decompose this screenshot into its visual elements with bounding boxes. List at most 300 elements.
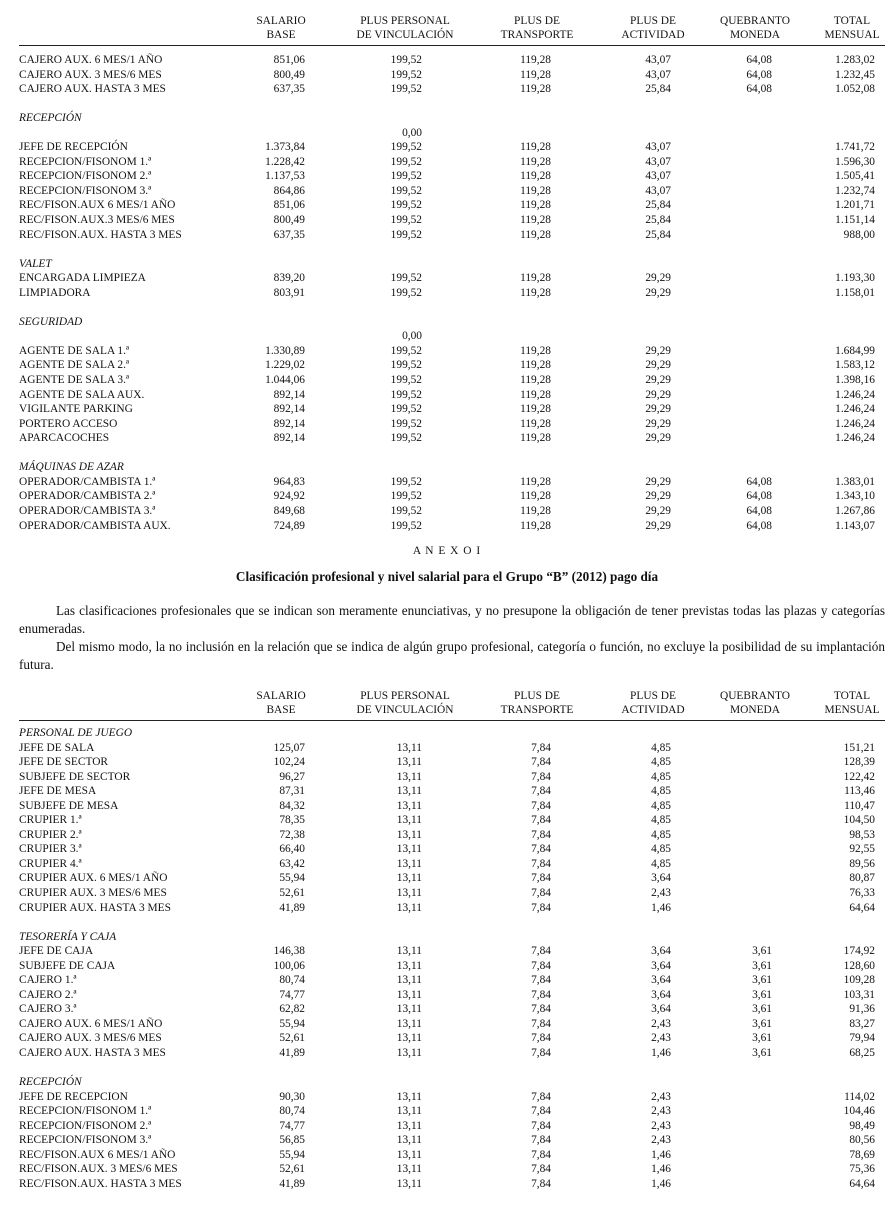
salario-base-cell: 637,35 bbox=[273, 228, 305, 241]
section-heading bbox=[19, 930, 885, 945]
plus-personal-cell: 199,52 bbox=[390, 417, 422, 430]
table-row bbox=[19, 828, 885, 843]
plus-personal-cell: 13,11 bbox=[396, 1163, 422, 1176]
table-row bbox=[19, 329, 885, 344]
category-cell: AGENTE DE SALA AUX. bbox=[19, 388, 145, 401]
salario-base-cell: 41,89 bbox=[279, 1177, 305, 1190]
plus-transporte-cell: 119,28 bbox=[520, 403, 551, 416]
plus-transporte-cell: 119,28 bbox=[520, 374, 551, 387]
category-cell: JEFE DE CAJA bbox=[19, 945, 94, 958]
table-row bbox=[19, 1002, 885, 1017]
quebranto-moneda-cell: 3,61 bbox=[752, 945, 772, 958]
plus-personal-cell: 199,52 bbox=[390, 199, 422, 212]
total-mensual-cell: 1.505,41 bbox=[835, 170, 875, 183]
col-header-plus-actividad: PLUS DE ACTIVIDAD bbox=[621, 690, 685, 716]
table-row bbox=[19, 1017, 885, 1032]
total-mensual-cell: 1.246,24 bbox=[835, 403, 875, 416]
plus-transporte-cell: 119,28 bbox=[520, 388, 551, 401]
total-mensual-cell: 98,49 bbox=[849, 1119, 875, 1132]
plus-personal-cell: 199,52 bbox=[390, 374, 422, 387]
category-cell: REC/FISON.AUX. HASTA 3 MES bbox=[19, 228, 182, 241]
table-body bbox=[19, 46, 885, 533]
plus-actividad-cell: 3,64 bbox=[651, 974, 671, 987]
category-cell: JEFE DE SALA bbox=[19, 741, 95, 754]
section-title: VALET bbox=[19, 257, 52, 270]
spacer-row bbox=[19, 97, 885, 112]
table-header bbox=[19, 14, 885, 46]
total-mensual-cell: 92,55 bbox=[849, 843, 875, 856]
salario-base-cell: 80,74 bbox=[279, 974, 305, 987]
plus-personal-cell: 199,52 bbox=[390, 403, 422, 416]
annex-paragraph-2: Del mismo modo, la no inclusión en la relación que se indica de algún grupo profesional, categoría o función, no excluye la posibilidad de su implantación futura. bbox=[19, 639, 885, 672]
plus-transporte-cell: 7,84 bbox=[531, 785, 551, 798]
plus-actividad-cell: 29,29 bbox=[645, 519, 671, 532]
plus-transporte-cell: 7,84 bbox=[531, 974, 551, 987]
table-row bbox=[19, 799, 885, 814]
plus-actividad-cell: 4,85 bbox=[651, 756, 671, 769]
total-mensual-cell: 1.684,99 bbox=[835, 344, 875, 357]
plus-actividad-cell: 29,29 bbox=[645, 359, 671, 372]
plus-personal-cell: 13,11 bbox=[396, 843, 422, 856]
quebranto-moneda-cell: 64,08 bbox=[746, 504, 772, 517]
plus-transporte-cell: 119,28 bbox=[520, 519, 551, 532]
plus-personal-cell: 13,11 bbox=[396, 857, 422, 870]
plus-personal-cell: 13,11 bbox=[396, 887, 422, 900]
table-row bbox=[19, 755, 885, 770]
salario-base-cell: 892,14 bbox=[273, 417, 305, 430]
category-cell: CRUPIER 4.ª bbox=[19, 857, 82, 870]
plus-personal-cell: 199,52 bbox=[390, 490, 422, 503]
total-mensual-cell: 151,21 bbox=[843, 741, 875, 754]
total-mensual-cell: 1.283,02 bbox=[835, 54, 875, 66]
table-row bbox=[19, 489, 885, 504]
category-cell: JEFE DE SECTOR bbox=[19, 756, 109, 769]
section-title: PERSONAL DE JUEGO bbox=[19, 727, 133, 739]
total-mensual-cell: 1.267,86 bbox=[835, 504, 875, 517]
plus-transporte-cell: 7,84 bbox=[531, 988, 551, 1001]
quebranto-moneda-cell: 3,61 bbox=[752, 959, 772, 972]
plus-personal-cell: 13,11 bbox=[396, 1134, 422, 1147]
plus-actividad-cell: 43,07 bbox=[645, 170, 671, 183]
plus-actividad-cell: 4,85 bbox=[651, 814, 671, 827]
plus-personal-cell: 13,11 bbox=[396, 872, 422, 885]
category-cell: CRUPIER 2.ª bbox=[19, 828, 82, 841]
plus-actividad-cell: 3,64 bbox=[651, 959, 671, 972]
plus-actividad-cell: 25,84 bbox=[645, 228, 671, 241]
category-cell: AGENTE DE SALA 2.ª bbox=[19, 359, 130, 372]
col-header-plus-actividad: PLUS DE ACTIVIDAD bbox=[621, 15, 685, 41]
plus-transporte-cell: 7,84 bbox=[531, 1032, 551, 1045]
plus-transporte-cell: 7,84 bbox=[531, 1177, 551, 1190]
category-cell: AGENTE DE SALA 3.ª bbox=[19, 374, 130, 387]
salario-base-cell: 964,83 bbox=[273, 475, 305, 488]
total-mensual-cell: 988,00 bbox=[843, 228, 875, 241]
table-row bbox=[19, 1104, 885, 1119]
col-header-salario-base: SALARIO BASE bbox=[256, 690, 306, 716]
section-title: MÁQUINAS DE AZAR bbox=[19, 461, 124, 474]
plus-personal-cell: 13,11 bbox=[396, 1090, 422, 1103]
category-cell: REC/FISON.AUX. HASTA 3 MES bbox=[19, 1177, 182, 1190]
table-row bbox=[19, 402, 885, 417]
quebranto-moneda-cell: 3,61 bbox=[752, 1032, 772, 1045]
plus-actividad-cell: 29,29 bbox=[645, 388, 671, 401]
plus-transporte-cell: 7,84 bbox=[531, 1163, 551, 1176]
salario-base-cell: 800,49 bbox=[273, 68, 305, 81]
total-mensual-cell: 128,39 bbox=[843, 756, 875, 769]
category-cell: OPERADOR/CAMBISTA 3.ª bbox=[19, 504, 156, 517]
category-cell: JEFE DE MESA bbox=[19, 785, 97, 798]
spacer-row bbox=[19, 915, 885, 930]
plus-actividad-cell: 2,43 bbox=[651, 1090, 671, 1103]
plus-transporte-cell: 119,28 bbox=[520, 83, 551, 96]
salario-base-cell: 90,30 bbox=[279, 1090, 305, 1103]
salario-base-cell: 637,35 bbox=[273, 83, 305, 96]
salario-base-cell: 74,77 bbox=[279, 988, 305, 1001]
salario-base-cell: 87,31 bbox=[279, 785, 305, 798]
salario-base-cell: 892,14 bbox=[273, 432, 305, 445]
salario-base-cell: 80,74 bbox=[279, 1105, 305, 1118]
total-mensual-cell: 1.246,24 bbox=[835, 388, 875, 401]
total-mensual-cell: 1.583,12 bbox=[835, 359, 875, 372]
annex-label: A N E X O I bbox=[412, 545, 482, 557]
salario-base-cell: 55,94 bbox=[279, 872, 305, 885]
salario-base-cell: 851,06 bbox=[273, 199, 305, 212]
total-mensual-cell: 78,69 bbox=[849, 1148, 875, 1161]
category-cell: REC/FISON.AUX 6 MES/1 AÑO bbox=[19, 1148, 176, 1161]
plus-transporte-cell: 7,84 bbox=[531, 1017, 551, 1030]
plus-actividad-cell: 43,07 bbox=[645, 54, 671, 66]
plus-transporte-cell: 7,84 bbox=[531, 959, 551, 972]
plus-actividad-cell: 2,43 bbox=[651, 1119, 671, 1132]
salario-base-cell: 892,14 bbox=[273, 403, 305, 416]
total-mensual-cell: 1.383,01 bbox=[835, 475, 875, 488]
total-mensual-cell: 64,64 bbox=[849, 1177, 875, 1190]
category-cell: CAJERO AUX. HASTA 3 MES bbox=[19, 83, 166, 96]
plus-transporte-cell: 119,28 bbox=[520, 475, 551, 488]
plus-transporte-cell: 7,84 bbox=[531, 1090, 551, 1103]
plus-actividad-cell: 1,46 bbox=[651, 1163, 671, 1176]
salario-base-cell: 78,35 bbox=[279, 814, 305, 827]
plus-transporte-cell: 7,84 bbox=[531, 741, 551, 754]
plus-personal-cell: 13,11 bbox=[396, 1003, 422, 1016]
plus-actividad-cell: 3,64 bbox=[651, 1003, 671, 1016]
plus-actividad-cell: 4,85 bbox=[651, 857, 671, 870]
total-mensual-cell: 110,47 bbox=[844, 799, 875, 812]
plus-personal-cell: 199,52 bbox=[390, 184, 422, 197]
plus-actividad-cell: 4,85 bbox=[651, 843, 671, 856]
total-mensual-cell: 1.246,24 bbox=[835, 417, 875, 430]
plus-transporte-cell: 119,28 bbox=[520, 184, 551, 197]
category-cell: REC/FISON.AUX. 3 MES/6 MES bbox=[19, 1163, 178, 1176]
plus-transporte-cell: 119,28 bbox=[520, 141, 551, 154]
plus-transporte-cell: 119,28 bbox=[520, 228, 551, 241]
category-cell: CAJERO AUX. 3 MES/6 MES bbox=[19, 1032, 162, 1045]
total-mensual-cell: 79,94 bbox=[849, 1032, 875, 1045]
total-mensual-cell: 76,33 bbox=[849, 887, 875, 900]
total-mensual-cell: 1.246,24 bbox=[835, 432, 875, 445]
salario-base-cell: 1.330,89 bbox=[265, 344, 305, 357]
plus-actividad-cell: 2,43 bbox=[651, 1105, 671, 1118]
plus-transporte-cell: 7,84 bbox=[531, 799, 551, 812]
category-cell: RECEPCION/FISONOM 2.ª bbox=[19, 170, 152, 183]
quebranto-moneda-cell: 64,08 bbox=[746, 54, 772, 66]
table-row bbox=[19, 155, 885, 170]
plus-actividad-cell: 1,46 bbox=[651, 1177, 671, 1190]
category-cell: RECEPCION/FISONOM 3.ª bbox=[19, 184, 152, 197]
total-mensual-cell: 1.232,45 bbox=[835, 68, 875, 81]
table-row bbox=[19, 388, 885, 403]
table-row bbox=[19, 813, 885, 828]
plus-personal-cell: 199,52 bbox=[390, 344, 422, 357]
total-mensual-cell: 98,53 bbox=[849, 828, 875, 841]
category-cell: RECEPCION/FISONOM 1.ª bbox=[19, 1105, 152, 1118]
plus-personal-cell: 13,11 bbox=[396, 799, 422, 812]
salario-base-cell: 851,06 bbox=[273, 54, 305, 66]
table-row bbox=[19, 82, 885, 97]
plus-actividad-cell: 4,85 bbox=[651, 785, 671, 798]
plus-transporte-cell: 7,84 bbox=[531, 843, 551, 856]
plus-personal-cell: 13,11 bbox=[396, 814, 422, 827]
salario-base-cell: 56,85 bbox=[279, 1134, 305, 1147]
table-row bbox=[19, 286, 885, 301]
col-header-plus-personal: PLUS PERSONAL DE VINCULACIÓN bbox=[356, 690, 454, 716]
quebranto-moneda-cell: 3,61 bbox=[752, 1047, 772, 1060]
plus-transporte-cell: 119,28 bbox=[520, 359, 551, 372]
category-cell: CRUPIER AUX. 3 MES/6 MES bbox=[19, 887, 167, 900]
category-cell: RECEPCION/FISONOM 2.ª bbox=[19, 1119, 152, 1132]
table-row bbox=[19, 857, 885, 872]
plus-transporte-cell: 7,84 bbox=[531, 814, 551, 827]
plus-personal-cell: 0,00 bbox=[402, 126, 422, 139]
salario-base-cell: 146,38 bbox=[273, 945, 305, 958]
category-cell: CAJERO 1.ª bbox=[19, 974, 77, 987]
plus-transporte-cell: 119,28 bbox=[520, 170, 551, 183]
salario-base-cell: 84,32 bbox=[279, 799, 305, 812]
section-title: TESORERÍA Y CAJA bbox=[19, 930, 117, 943]
plus-personal-cell: 199,52 bbox=[390, 54, 422, 66]
plus-transporte-cell: 119,28 bbox=[520, 432, 551, 445]
plus-actividad-cell: 1,46 bbox=[651, 1148, 671, 1161]
plus-personal-cell: 0,00 bbox=[402, 330, 422, 343]
plus-personal-cell: 13,11 bbox=[396, 1032, 422, 1045]
table-row bbox=[19, 373, 885, 388]
plus-personal-cell: 199,52 bbox=[390, 68, 422, 81]
spacer-row bbox=[19, 300, 885, 315]
plus-personal-cell: 13,11 bbox=[396, 1148, 422, 1161]
total-mensual-cell: 114,02 bbox=[844, 1090, 875, 1103]
plus-transporte-cell: 119,28 bbox=[520, 68, 551, 81]
total-mensual-cell: 1.343,10 bbox=[835, 490, 875, 503]
quebranto-moneda-cell: 3,61 bbox=[752, 1003, 772, 1016]
total-mensual-cell: 104,50 bbox=[843, 814, 875, 827]
table-row bbox=[19, 770, 885, 785]
plus-personal-cell: 199,52 bbox=[390, 272, 422, 285]
salario-base-cell: 52,61 bbox=[279, 1163, 305, 1176]
plus-actividad-cell: 43,07 bbox=[645, 184, 671, 197]
plus-transporte-cell: 119,28 bbox=[520, 417, 551, 430]
table-row bbox=[19, 1148, 885, 1163]
table-row bbox=[19, 417, 885, 432]
salario-base-cell: 849,68 bbox=[273, 504, 305, 517]
plus-actividad-cell: 29,29 bbox=[645, 432, 671, 445]
category-cell: SUBJEFE DE SECTOR bbox=[19, 770, 131, 783]
total-mensual-cell: 75,36 bbox=[849, 1163, 875, 1176]
table-row bbox=[19, 344, 885, 359]
table-row bbox=[19, 358, 885, 373]
quebranto-moneda-cell: 64,08 bbox=[746, 83, 772, 96]
plus-personal-cell: 199,52 bbox=[390, 228, 422, 241]
category-cell: OPERADOR/CAMBISTA 1.ª bbox=[19, 475, 156, 488]
salary-table-2 bbox=[19, 689, 885, 1192]
plus-actividad-cell: 25,84 bbox=[645, 214, 671, 227]
category-cell: REC/FISON.AUX.3 MES/6 MES bbox=[19, 214, 175, 227]
plus-personal-cell: 199,52 bbox=[390, 214, 422, 227]
section-heading bbox=[19, 315, 885, 330]
plus-actividad-cell: 4,85 bbox=[651, 741, 671, 754]
plus-transporte-cell: 7,84 bbox=[531, 770, 551, 783]
plus-actividad-cell: 2,43 bbox=[651, 1032, 671, 1045]
plus-actividad-cell: 2,43 bbox=[651, 1134, 671, 1147]
table-row bbox=[19, 871, 885, 886]
total-mensual-cell: 80,87 bbox=[849, 872, 875, 885]
plus-transporte-cell: 7,84 bbox=[531, 1134, 551, 1147]
quebranto-moneda-cell: 64,08 bbox=[746, 490, 772, 503]
plus-actividad-cell: 4,85 bbox=[651, 799, 671, 812]
plus-actividad-cell: 3,64 bbox=[651, 988, 671, 1001]
total-mensual-cell: 174,92 bbox=[843, 945, 875, 958]
table-row bbox=[19, 475, 885, 490]
total-mensual-cell: 1.052,08 bbox=[835, 83, 875, 96]
total-mensual-cell: 1.193,30 bbox=[835, 272, 875, 285]
category-cell: LIMPIADORA bbox=[19, 286, 91, 299]
salario-base-cell: 724,89 bbox=[273, 519, 305, 532]
table-row bbox=[19, 519, 885, 534]
plus-personal-cell: 199,52 bbox=[390, 475, 422, 488]
total-mensual-cell: 1.232,74 bbox=[835, 184, 875, 197]
salario-base-cell: 96,27 bbox=[279, 770, 305, 783]
total-mensual-cell: 1.151,14 bbox=[835, 214, 875, 227]
col-header-total-mensual: TOTAL MENSUAL bbox=[824, 15, 880, 41]
salario-base-cell: 1.228,42 bbox=[265, 155, 305, 168]
col-header-total-mensual: TOTAL MENSUAL bbox=[824, 690, 880, 716]
plus-actividad-cell: 1,46 bbox=[651, 901, 671, 914]
category-cell: APARCACOCHES bbox=[19, 432, 110, 445]
salario-base-cell: 52,61 bbox=[279, 1032, 305, 1045]
plus-actividad-cell: 2,43 bbox=[651, 887, 671, 900]
table-row bbox=[19, 1031, 885, 1046]
section-title: RECEPCIÓN bbox=[19, 1076, 82, 1089]
total-mensual-cell: 1.158,01 bbox=[835, 286, 875, 299]
total-mensual-cell: 89,56 bbox=[849, 857, 875, 870]
col-header-salario-base: SALARIO BASE bbox=[256, 15, 306, 41]
table-row bbox=[19, 68, 885, 83]
section-heading bbox=[19, 1075, 885, 1090]
salario-base-cell: 62,82 bbox=[279, 1003, 305, 1016]
category-cell: JEFE DE RECEPCION bbox=[19, 1090, 128, 1103]
table-row bbox=[19, 431, 885, 446]
plus-transporte-cell: 7,84 bbox=[531, 945, 551, 958]
plus-transporte-cell: 7,84 bbox=[531, 1047, 551, 1060]
category-cell: AGENTE DE SALA 1.ª bbox=[19, 344, 130, 357]
plus-transporte-cell: 7,84 bbox=[531, 1148, 551, 1161]
plus-transporte-cell: 119,28 bbox=[520, 155, 551, 168]
table-row bbox=[19, 169, 885, 184]
table-row bbox=[19, 184, 885, 199]
quebranto-moneda-cell: 64,08 bbox=[746, 519, 772, 532]
plus-transporte-cell: 119,28 bbox=[520, 344, 551, 357]
total-mensual-cell: 1.201,71 bbox=[835, 199, 875, 212]
table-row bbox=[19, 901, 885, 916]
spacer-row bbox=[19, 242, 885, 257]
quebranto-moneda-cell: 3,61 bbox=[752, 974, 772, 987]
salario-base-cell: 74,77 bbox=[279, 1119, 305, 1132]
salario-base-cell: 55,94 bbox=[279, 1148, 305, 1161]
plus-personal-cell: 13,11 bbox=[396, 901, 422, 914]
annex-paragraph-1: Las clasificaciones profesionales que se indican son meramente enunciativas, y no presupone la obligación de tener previstas todas las plazas y categorías enumeradas. bbox=[19, 603, 885, 636]
total-mensual-cell: 1.143,07 bbox=[835, 519, 875, 532]
plus-personal-cell: 199,52 bbox=[390, 286, 422, 299]
plus-actividad-cell: 29,29 bbox=[645, 475, 671, 488]
plus-transporte-cell: 119,28 bbox=[520, 490, 551, 503]
plus-personal-cell: 13,11 bbox=[396, 1047, 422, 1060]
plus-actividad-cell: 43,07 bbox=[645, 68, 671, 81]
salario-base-cell: 800,49 bbox=[273, 214, 305, 227]
section-title: RECEPCIÓN bbox=[19, 112, 82, 125]
table-row bbox=[19, 1162, 885, 1177]
total-mensual-cell: 64,64 bbox=[849, 901, 875, 914]
plus-transporte-cell: 7,84 bbox=[531, 857, 551, 870]
plus-actividad-cell: 29,29 bbox=[645, 374, 671, 387]
spacer-row bbox=[19, 446, 885, 461]
salario-base-cell: 864,86 bbox=[273, 184, 305, 197]
plus-personal-cell: 199,52 bbox=[390, 519, 422, 532]
quebranto-moneda-cell: 64,08 bbox=[746, 68, 772, 81]
category-cell: CRUPIER AUX. HASTA 3 MES bbox=[19, 901, 171, 914]
col-header-plus-transporte: PLUS DE TRANSPORTE bbox=[500, 690, 574, 716]
section-heading bbox=[19, 111, 885, 126]
table-row bbox=[19, 944, 885, 959]
table-row bbox=[19, 140, 885, 155]
category-cell: SUBJEFE DE MESA bbox=[19, 799, 119, 812]
plus-transporte-cell: 7,84 bbox=[531, 1105, 551, 1118]
category-cell: RECEPCION/FISONOM 1.ª bbox=[19, 155, 152, 168]
plus-personal-cell: 199,52 bbox=[390, 504, 422, 517]
plus-transporte-cell: 7,84 bbox=[531, 828, 551, 841]
section-title: SEGURIDAD bbox=[19, 315, 83, 328]
plus-actividad-cell: 4,85 bbox=[651, 770, 671, 783]
total-mensual-cell: 80,56 bbox=[849, 1134, 875, 1147]
category-cell: ENCARGADA LIMPIEZA bbox=[19, 272, 146, 285]
table-row bbox=[19, 886, 885, 901]
category-cell: CAJERO 2.ª bbox=[19, 988, 77, 1001]
salario-base-cell: 100,06 bbox=[273, 959, 305, 972]
plus-personal-cell: 199,52 bbox=[390, 155, 422, 168]
plus-actividad-cell: 25,84 bbox=[645, 199, 671, 212]
plus-personal-cell: 199,52 bbox=[390, 83, 422, 96]
total-mensual-cell: 91,36 bbox=[849, 1003, 875, 1016]
table-row bbox=[19, 213, 885, 228]
plus-actividad-cell: 3,64 bbox=[651, 945, 671, 958]
plus-actividad-cell: 4,85 bbox=[651, 828, 671, 841]
salario-base-cell: 41,89 bbox=[279, 901, 305, 914]
category-cell: CRUPIER 1.ª bbox=[19, 814, 82, 827]
table-row bbox=[19, 1046, 885, 1061]
category-cell: CAJERO AUX. HASTA 3 MES bbox=[19, 1047, 166, 1060]
quebranto-moneda-cell: 64,08 bbox=[746, 475, 772, 488]
plus-actividad-cell: 29,29 bbox=[645, 272, 671, 285]
plus-personal-cell: 13,11 bbox=[396, 945, 422, 958]
plus-personal-cell: 199,52 bbox=[390, 388, 422, 401]
